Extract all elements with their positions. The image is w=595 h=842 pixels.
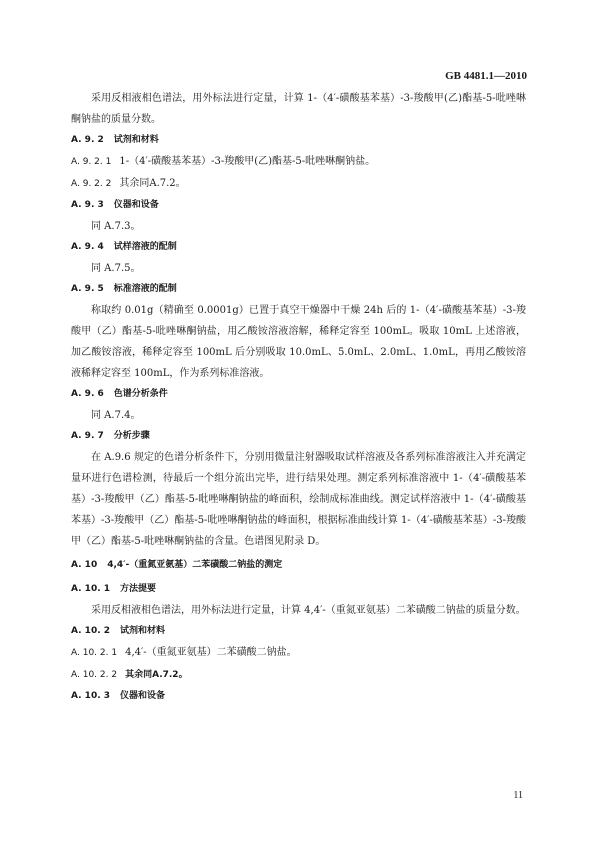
section-heading xyxy=(71,579,526,600)
paragraph: 称取约 0.01g（精确至 0.0001g）已置于真空干燥器中干燥 24h 后的 1-（4′-磺酸基苯基）-3-羧酸甲（乙）酯基-5-吡唑啉酮钠盐，用乙酸铵溶液溶解，稀释定容至 100mL。吸取 10mL 上述溶液，加乙酸铵溶液，稀释定容至 100mL 后分别吸取 10.0mL、5.0mL、2.0mL、1.0mL，再用乙酸铵溶液稀释定容至 100mL，作为系列标准溶液。 xyxy=(71,305,526,379)
clause-text: 仪器和设备 xyxy=(113,200,159,210)
clause-text: 4,4′-（重氮亚氨基）二苯磺酸二钠盐的测定 xyxy=(107,560,283,570)
clause-spacer xyxy=(110,621,120,642)
clause-item xyxy=(71,151,526,173)
paragraph: 同 A.7.3。 xyxy=(91,221,141,232)
section-heading xyxy=(71,686,526,707)
clause-number: A. 10. 1 xyxy=(71,584,111,594)
clause-spacer xyxy=(104,426,114,447)
paragraph: 同 A.7.4。 xyxy=(91,410,141,421)
clause-text: 标准溶液的配制 xyxy=(113,284,177,294)
clause-spacer xyxy=(104,279,114,300)
clause-spacer xyxy=(104,237,114,258)
section-heading xyxy=(71,384,526,405)
page-number: 11 xyxy=(513,790,523,801)
clause-text: 分析步骤 xyxy=(113,431,150,441)
clause-spacer xyxy=(104,130,114,151)
clause-text: 试剂和材料 xyxy=(113,135,159,145)
clause-number: A. 9. 2 xyxy=(71,135,104,145)
clause-item xyxy=(71,642,526,664)
section-heading xyxy=(71,426,526,447)
clause-number: A. 9. 2. 2 xyxy=(71,179,112,189)
paragraph: 同 A.7.5。 xyxy=(91,263,141,274)
section-heading xyxy=(71,130,526,151)
section-heading xyxy=(71,279,526,300)
clause-number: A. 10. 3 xyxy=(71,691,111,701)
document-body xyxy=(71,88,526,707)
section-heading xyxy=(71,237,526,258)
clause-item xyxy=(71,173,526,195)
clause-number: A. 10 xyxy=(71,560,98,570)
clause-text: 其余同A.7.2。 xyxy=(125,670,188,680)
section-heading xyxy=(71,555,526,576)
clause-spacer xyxy=(110,579,120,600)
clause-text: 试样溶液的配制 xyxy=(113,242,177,252)
clause-text: 试剂和材料 xyxy=(120,626,166,636)
standard-number: GB 4481.1—2010 xyxy=(445,70,527,82)
clause-number: A. 9. 3 xyxy=(71,200,104,210)
clause-spacer xyxy=(104,195,114,216)
clause-text: 其余同A.7.2。 xyxy=(119,178,186,189)
section-heading xyxy=(71,621,526,642)
paragraph: 采用反相液相色谱法，用外标法进行定量，计算 4,4′-（重氮亚氨基）二苯磺酸二钠盐的质量分数。 xyxy=(91,605,526,616)
paragraph: 采用反相液相色谱法，用外标法进行定量，计算 1-（4′-磺酸基苯基）-3-羧酸甲(乙)酯基-5-吡唑啉酮钠盐的质量分数。 xyxy=(71,93,526,125)
clause-spacer xyxy=(110,686,120,707)
clause-text: 1-（4′-磺酸基苯基）-3-羧酸甲(乙)酯基-5-吡唑啉酮钠盐。 xyxy=(119,156,376,167)
clause-spacer xyxy=(97,555,107,576)
clause-text: 4,4′-（重氮亚氨基）二苯磺酸二钠盐。 xyxy=(125,647,297,658)
clause-number: A. 9. 5 xyxy=(71,284,104,294)
clause-number: A. 9. 6 xyxy=(71,389,104,399)
clause-number: A. 9. 4 xyxy=(71,242,104,252)
clause-number: A. 9. 2. 1 xyxy=(71,157,112,167)
clause-text: 方法提要 xyxy=(120,584,157,594)
clause-text: 仪器和设备 xyxy=(120,691,166,701)
clause-number: A. 10. 2. 1 xyxy=(71,648,118,658)
clause-spacer xyxy=(104,384,114,405)
paragraph: 在 A.9.6 规定的色谱分析条件下，分别用微量注射器吸取试样溶液及各系列标准溶液注入并充满定量环进行色谱检测，待最后一个组分流出完毕，进行结果处理。测定系列标准溶液中 1-（4′-磺酸基苯基）-3-羧酸甲（乙）酯基-5-吡唑啉酮钠盐的峰面积，绘制成标准曲线。测定试样溶液中 1-（4′-磺酸基苯基）-3-羧酸甲（乙）酯基-5-吡唑啉酮钠盐的峰面积，根据标准曲线计算 1-（4′-磺酸基苯基）-3-羧酸甲（乙）酯基-5-吡唑啉酮钠盐的含量。色谱图见附录 D。 xyxy=(71,452,526,547)
clause-number: A. 9. 7 xyxy=(71,431,104,441)
clause-item xyxy=(71,664,526,686)
clause-number: A. 10. 2. 2 xyxy=(71,670,118,680)
clause-number: A. 10. 2 xyxy=(71,626,111,636)
section-heading xyxy=(71,195,526,216)
clause-text: 色谱分析条件 xyxy=(113,389,168,399)
